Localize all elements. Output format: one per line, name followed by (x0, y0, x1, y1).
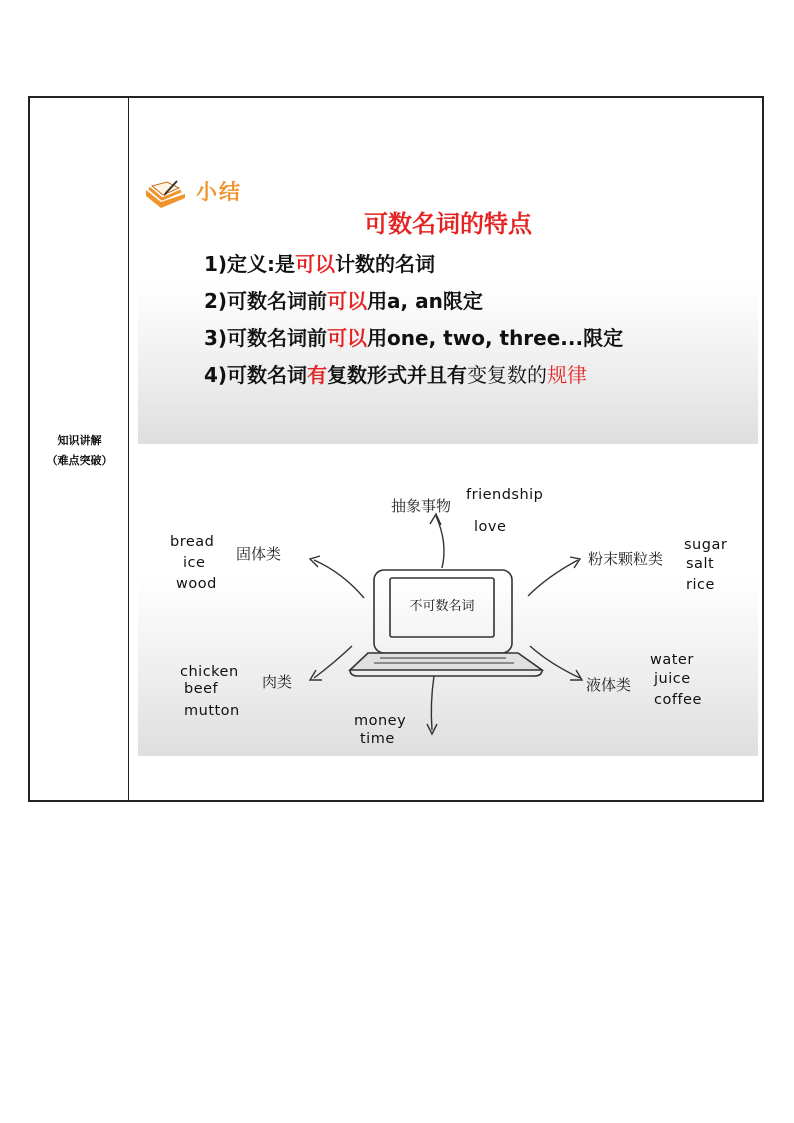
powder-word-3: rice (686, 577, 715, 593)
liquid-label: 液体类 (586, 676, 632, 694)
solid-word-1: bread (170, 534, 215, 550)
laptop-icon (350, 570, 542, 676)
abstract-label: 抽象事物 (391, 497, 452, 515)
meat-label: 肉类 (262, 673, 293, 691)
abstract-word-1: friendship (466, 487, 544, 503)
section-label-cell (30, 98, 129, 800)
mindmap-slide (138, 458, 758, 756)
powder-word-2: salt (686, 556, 715, 572)
powder-word-1: sugar (684, 537, 728, 553)
section-label-line2: （难点突破） (46, 454, 113, 467)
liquid-word-1: water (650, 652, 694, 668)
rule-4: 4)可数名词有复数形式并且有变复数的规律 (204, 363, 588, 387)
slide-title: 可数名词的特点 (364, 210, 532, 238)
bottom-word-1: money (354, 713, 407, 729)
liquid-word-3: coffee (654, 692, 702, 708)
meat-word-1: chicken (180, 664, 239, 680)
meat-word-2: beef (184, 681, 219, 697)
rule-3: 3)可数名词前可以用one, two, three...限定 (204, 326, 624, 350)
rule-1: 1)定义:是可以计数的名词 (204, 252, 436, 276)
meat-word-3: mutton (184, 703, 240, 719)
arrows (310, 514, 582, 734)
content-table (28, 96, 764, 802)
section-label-line1: 知识讲解 (57, 434, 102, 447)
liquid-word-2: juice (654, 671, 691, 687)
uncountable-mindmap (138, 458, 758, 756)
center-label: 不可数名词 (409, 599, 475, 614)
abstract-word-2: love (474, 519, 507, 535)
summary-label: 小结 (196, 180, 242, 204)
bottom-word-2: time (360, 731, 395, 747)
solid-label: 固体类 (236, 545, 282, 563)
solid-word-3: wood (176, 576, 217, 592)
summary-slide (138, 176, 758, 444)
rule-2: 2)可数名词前可以用a, an限定 (204, 289, 483, 313)
solid-word-2: ice (183, 555, 206, 571)
powder-label: 粉末颗粒类 (588, 550, 664, 568)
